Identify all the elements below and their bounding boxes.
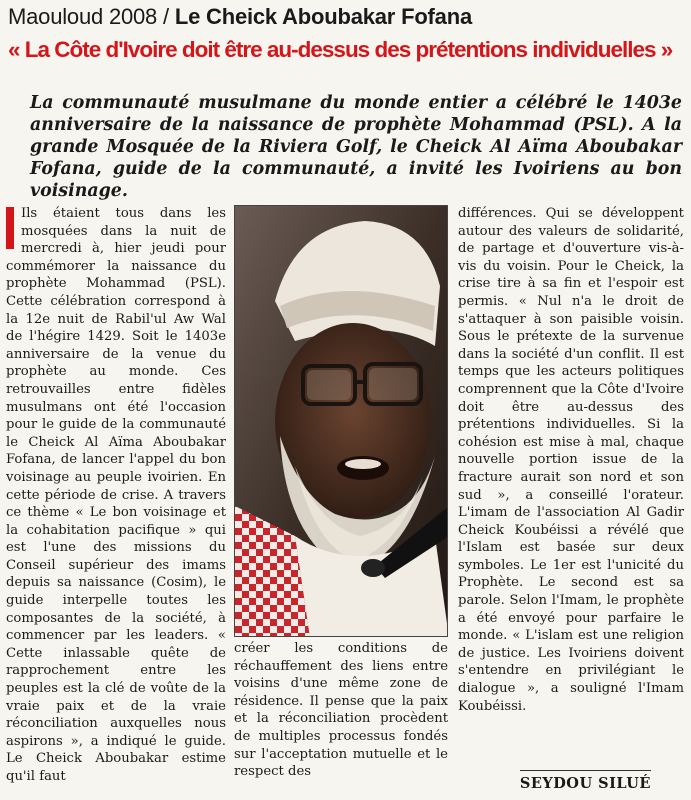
headline: « La Côte d'Ivoire doit être au-dessus des prétentions individuelles » [8,37,673,62]
lead-paragraph: La communauté musulmane du monde entier a célébré le 1403e anniversaire de la naissance de prophète Mohammad (PSL). A la grande Mosquée de la Riviera Golf, le Cheick Al Aïma Aboubakar Fofana, guide de la communauté, a invité les Ivoiriens au bon voisinage. [30,93,682,201]
kicker-event: Maouloud 2008 / [8,4,175,29]
kicker-name: Le Cheick Aboubakar Fofana [174,4,472,29]
article-column-3: différences. Qui se développent autour des valeurs de solidarité, de partage et d'ouverture vis-à-vis du voisin. Pour le Cheick, la crise tire à sa fin et l'espoir est permis. « Nul n'a le droit de s'attaquer à son paisible voisin. Sous le prétexte de la survenue dans la société d'un conflit. Il est temps que les acteurs politiques comprennent que la Côte d'Ivoire doit être au-dessus des prétentions individuelles. Si la cohésion est mise à mal, chaque nouvelle portion issue de la fracture aurait son nord et son sud », a conseillé l'orateur. L'imam de l'association Al Gadir Cheick Koubéissi a révélé que l'Islam est basée sur deux symboles. Le 1er est l'unicité du Prophète. Le second est sa parole. Selon l'Imam, le prophète a été envoyé pour parfaire le monde. « L'islam est une religion de justice. Les Ivoiriens doivent s'entendre en privilégiant le dialogue », a souligné l'Imam Koubéissi. [458,206,684,714]
article-column-1 [6,205,226,790]
article-column-2: créer les conditions de réchauffement des liens entre voisins d'une même zone de résidence. Il pense que la paix et la réconciliation procèdent de multiples processus fondés sur l'acceptation mutuelle et le respect des [234,641,448,780]
photo-cheick [234,205,448,637]
dropcap-bar [6,207,14,249]
kicker [8,4,684,30]
byline: SEYDOU SILUÉ [520,770,651,792]
article-col1-text: Ils étaient tous dans les mosquées dans la nuit de mercredi à, hier jeudi pour commémorer la naissance du prophète Mohammad (PSL). Cette célébration correspond à la 12e nuit de Rabil'ul Aw Wal de l'hégire 1429. Soit le 1403e anniversaire de la venue du prophète au monde. Ces retrouvailles entre fidèles musulmans ont été l'occasion pour le guide de la communauté le Cheick Al Aïma Aboubakar Fofana, de lancer l'appel du bon voisinage au peuple ivoirien. En cette période de crise. A travers ce thème « Le bon voisinage et la cohabitation pacifique » qui est l'une des missions du Conseil supérieur des imams depuis sa naissance (Cosim), le guide interpelle toutes les composantes de la société, à commencer par les leaders. « Cette inlassable quête de rapprochement entre les peuples est la clé de voûte de la vraie paix et de la vraie réconciliation auxquelles nous aspirons », a indiqué le guide. Le Cheick Aboubakar estime qu'il faut [6,206,226,784]
portrait-image [235,206,448,637]
